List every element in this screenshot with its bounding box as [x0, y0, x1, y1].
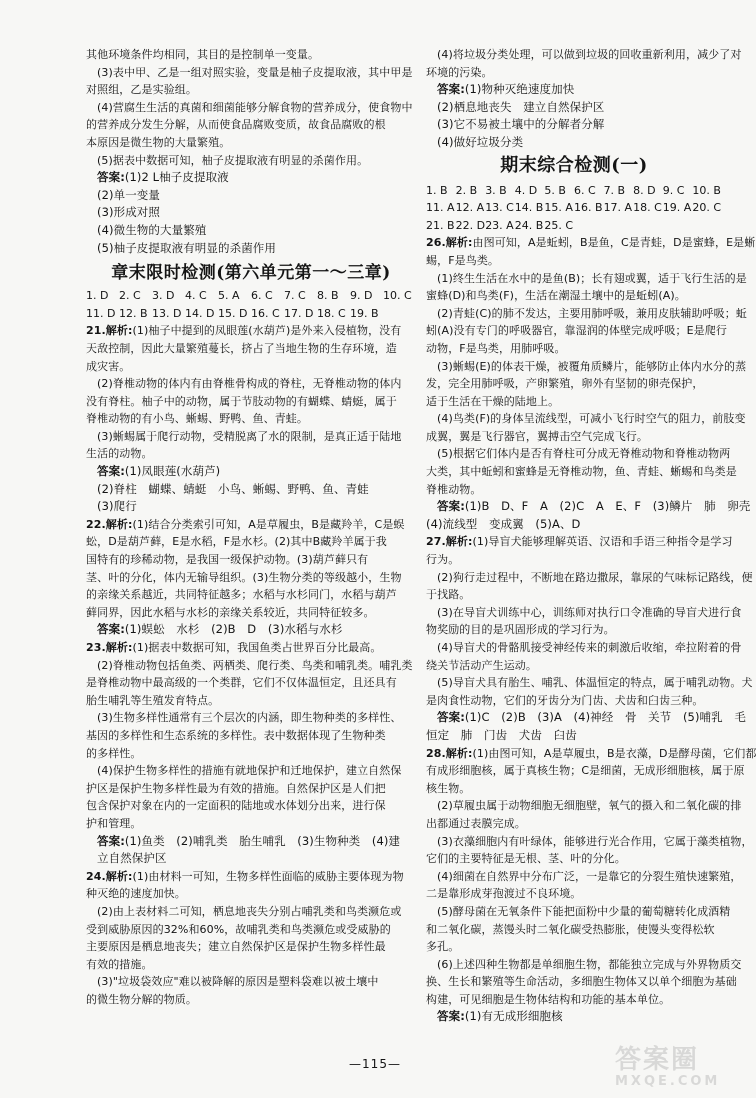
text-line: 蜜蜂(D)和鸟类(F)，生活在潮湿土壤中的是蚯蚓(A)。	[426, 289, 686, 303]
answer-line: 立自然保护区	[97, 851, 167, 866]
text-line: (4)导盲犬的骨骼肌接受神经传来的刺激后收缩，牵拉附着的骨	[437, 641, 742, 654]
question-number: 24.	[86, 869, 106, 883]
text-line: 种灭绝的速度加快。	[86, 887, 186, 901]
analysis-label: 解析:	[105, 324, 133, 338]
mc-answer: 4. D	[514, 183, 538, 197]
q20-answer	[86, 169, 416, 257]
text-line: 藓同界，因此水稻与水杉的亲缘关系较近，共同特征较多。	[86, 605, 375, 619]
analysis-label: 解析:	[445, 746, 473, 760]
mc-answer: 15. D	[218, 306, 248, 320]
text-line: 成灾害。	[86, 359, 131, 373]
mc-answer: 18. C	[633, 201, 662, 215]
text-line: (3)表中甲、乙是一组对照实验，变量是柚子皮提取液，其中甲是	[97, 65, 413, 79]
text-line: 它们的主要特征是无根、茎、叶的分化。	[426, 852, 626, 866]
text-line: 适于生活在干燥的陆地上。	[426, 394, 560, 408]
text-line: 护区是保护生物多样性最为有效的措施。自然保护区是人们把	[86, 781, 386, 795]
text-line: 出都通过表膜完成。	[426, 816, 526, 830]
question-number: 26.	[426, 236, 446, 250]
answer-label: 答案:	[97, 170, 125, 185]
mc-answer: 11. D	[86, 306, 116, 320]
text-line: 的多样性。	[86, 746, 142, 760]
mc-answer: 7. C	[284, 289, 306, 303]
answer-line: (4)微生物的大量繁殖	[97, 222, 207, 237]
mc-answer: 4. C	[185, 289, 207, 303]
mc-answer: 7. B	[603, 183, 626, 197]
text-line: 脊椎动物的有小鸟、蜥蜴、野鸭、鱼、青蛙。	[86, 412, 308, 426]
text-line: 核生物。	[426, 781, 471, 795]
mc-answer: 2. B	[455, 183, 478, 197]
text-line: 没有脊柱。柚子中的动物，属于节肢动物的有蝴蝶、蜻蜓，属于	[86, 394, 397, 408]
mc-answer: 24. B	[514, 218, 544, 232]
q24-block	[86, 868, 416, 1009]
text-line: 国特有的珍稀动物，是我国一级保护动物。(3)葫芦藓只有	[86, 553, 369, 567]
analysis-label: 解析:	[105, 869, 133, 883]
text-line: 天敌控制，因此大量繁殖蔓长，挤占了当地生物的生存环境，造	[86, 341, 397, 355]
mc-answer: 10. B	[692, 183, 721, 197]
mc-answer: 1. B	[426, 183, 448, 197]
q23-block	[86, 639, 416, 868]
mc-answer: 8. D	[633, 183, 656, 197]
mc-row	[426, 217, 722, 235]
question-number: 28.	[426, 746, 446, 760]
mc-answer: 9. D	[350, 289, 373, 303]
watermark-url: MXQE.COM	[615, 1074, 721, 1089]
text-line: 茎、叶的分化，体内无输导组织。(3)生物分类的等级越小，生物	[86, 570, 402, 584]
mc-answer	[633, 217, 663, 235]
text-line: 生活的动物。	[86, 447, 153, 461]
answer-line: 恒定 肺 门齿 犬齿 臼齿	[426, 727, 577, 742]
text-line: (4)细菌在自然界中分布广泛，一是靠它的分裂生殖快速繁殖，	[437, 869, 742, 883]
mc-answer: 12. A	[455, 201, 485, 215]
answer-line: (5)柚子皮提取液有明显的杀菌作用	[97, 240, 276, 255]
text-line: 护和管理。	[86, 816, 142, 830]
text-line: 绕关节活动产生运动。	[426, 658, 537, 672]
analysis-label: 解析:	[445, 535, 473, 549]
text-line: (1)导盲犬能够理解英语、汉语和手语三种指令是学习	[472, 535, 733, 549]
mc-answer: 16. C	[251, 306, 280, 320]
mc-answer	[663, 217, 693, 235]
text-line: 的亲缘关系越近，共同特征越多；水稻与水杉同门，水稻与葫芦	[86, 588, 397, 602]
mc-answer: 21. B	[426, 218, 455, 232]
text-line: 发，完全用肺呼吸，产卵繁殖，卵外有坚韧的卵壳保护，	[426, 377, 704, 391]
text-line: 受到威胁原因的32%和60%，故哺乳类和鸟类濒危或受威胁的	[86, 922, 391, 936]
mc-answer: 20. C	[692, 201, 722, 215]
mc-answer: 10. C	[383, 289, 412, 303]
answer-line: (3)形成对照	[97, 205, 160, 220]
text-line: (5)导盲犬具有胎生、哺乳、体温恒定的特点，属于哺乳动物。犬	[437, 676, 753, 690]
mc-answer	[383, 305, 416, 323]
answer-line: (4)做好垃圾分类	[437, 134, 524, 149]
text-line: (6)上述四种生物都是单细胞生物，都能独立完成与外界物质交	[437, 957, 742, 971]
answer-line: (3)爬行	[97, 499, 137, 514]
text-line: 成翼，翼是飞行器官，翼搏击空气完成飞行。	[426, 429, 648, 443]
answer-line: (2)脊柱 蝴蝶、蜻蜓 小鸟、蜥蜴、野鸭、鱼、青蛙	[97, 481, 369, 496]
mc-answer: 5. B	[544, 183, 566, 197]
mc-answer: 12. B	[119, 306, 148, 320]
mc-answer: 9. C	[662, 183, 685, 197]
text-line: (2)青蛙(C)的肺不发达，主要用肺呼吸，兼用皮肤辅助呼吸；蚯	[437, 306, 747, 320]
text-line: (5)酵母菌在无氧条件下能把面粉中少量的葡萄糖转化成酒精	[437, 904, 731, 918]
text-line: (5)据表中数据可知，柚子皮提取液有明显的杀菌作用。	[97, 153, 369, 167]
answer-label: 答案:	[97, 833, 125, 848]
text-line: 蚓(A)没有专门的呼吸器官，靠湿润的体壁完成呼吸；E是爬行	[426, 324, 727, 338]
q22-block	[86, 516, 416, 639]
text-line: 大类，其中蚯蚓和蜜蜂是无脊椎动物，鱼、青蛙、蜥蜴和鸟类是	[426, 465, 737, 479]
watermark-text: 答案圈	[615, 1045, 700, 1075]
mc-answer: 14. B	[514, 201, 544, 215]
answer-label: 答案:	[437, 499, 465, 514]
question-number: 27.	[426, 535, 446, 549]
answer-label: 答案:	[437, 710, 465, 725]
text-line: 物奖励的目的是巩固形成的学习行为。	[426, 623, 615, 637]
text-line: 对照组，乙是实验组。	[86, 83, 197, 97]
answer-line: (1)2 L柚子皮提取液	[124, 170, 229, 185]
q27-block	[426, 533, 753, 744]
answer-label: 答案:	[97, 464, 125, 479]
text-line: 二是靠形成芽孢渡过不良环境。	[426, 887, 582, 901]
section-title-final-exam: 期末综合检测(一)	[500, 154, 648, 176]
answer-line: (1)B D、F A (2)C A E、F (3)鳞片 肺 卵壳	[464, 499, 751, 514]
text-line: (1)由材料一可知，生物多样性面临的威胁主要体现为物	[132, 869, 404, 883]
text-line: (3)蜥蜴(E)的体表干燥，被覆角质鳞片，能够防止体内水分的蒸	[437, 359, 747, 373]
question-number: 22.	[86, 517, 106, 531]
mc-answer: 3. B	[485, 183, 507, 197]
text-line: 本原因是微生物的大量繁殖。	[86, 135, 231, 149]
answer-label: 答案:	[437, 82, 465, 97]
text-line: 换、生长和繁殖等生命活动，多细胞生物体又以单个细胞为基础	[426, 975, 737, 989]
q24-continued	[426, 46, 742, 152]
mc-answer: 13. D	[152, 306, 182, 320]
mc-answer: 14. D	[185, 306, 215, 320]
text-line: (3)蜥蜴属于爬行动物，受精脱离了水的限制，是真正适于陆地	[97, 429, 402, 443]
text-line: (1)柚子中提到的凤眼莲(水葫芦)是外来入侵植物，没有	[132, 324, 402, 338]
text-line: 主要原因是栖息地丧失；建立自然保护区是保护生物多样性最	[86, 940, 386, 954]
q21-block	[86, 322, 416, 516]
text-line: (2)草履虫属于动物细胞无细胞壁，氧气的摄入和二氧化碳的排	[437, 799, 742, 813]
answer-line: (2)栖息地丧失 建立自然保护区	[437, 99, 605, 114]
right-column	[426, 46, 756, 1026]
q26-block	[426, 234, 756, 533]
text-line: (4)保护生物多样性的措施有就地保护和迁地保护，建立自然保	[97, 764, 402, 778]
text-line: (1)终生生活在水中的是鱼(B)；长有翅或翼，适于飞行生活的是	[437, 271, 747, 285]
mc-answer: 11. A	[426, 201, 455, 215]
mc-answer	[604, 217, 634, 235]
mc-answer: 22. D	[455, 218, 486, 232]
mc-answer: 8. B	[317, 289, 339, 303]
mc-answer: 13. C	[485, 201, 514, 215]
text-line: 胎生哺乳等生殖发育特点。	[86, 693, 220, 707]
text-line: 包含保护对象在内的一定面积的陆地或水体划分出来，进行保	[86, 799, 386, 813]
text-line: (4)营腐生生活的真菌和细菌能够分解食物的营养成分，使食物中	[97, 100, 413, 114]
mc-answer: 17. A	[603, 201, 633, 215]
answer-line: (1)鱼类 (2)哺乳类 胎生哺乳 (3)生物种类 (4)建	[124, 833, 401, 848]
text-line: (4)鸟类(F)的身体呈流线型，可减小飞行时空气的阻力，前肢变	[437, 412, 746, 426]
mc-answer: 17. D	[284, 306, 314, 320]
q28-block	[426, 745, 756, 1027]
mc-answer: 1. D	[86, 289, 109, 303]
text-line: 脊椎动物。	[426, 482, 482, 496]
mc-answer: 25. C	[544, 218, 574, 232]
text-line: 蜴，F是鸟类。	[426, 253, 500, 267]
text-line: (2)狗行走过程中，不断地在路边撒尿，靠尿的气味标记路线，便	[437, 570, 753, 584]
answer-line: (1)蜈蚣 水杉 (2)B D (3)水稻与水杉	[124, 622, 343, 637]
mc-row	[86, 305, 416, 323]
mc-answer: 18. C	[317, 306, 346, 320]
answer-line: (4)流线型 变成翼 (5)A、D	[426, 516, 581, 531]
text-line: 基因的多样性和生态系统的多样性。表中数据体现了生物种类	[86, 728, 386, 742]
text-line: 多孔。	[426, 940, 460, 954]
analysis-label: 解析:	[445, 236, 473, 250]
text-line: 的微生物分解的物质。	[86, 992, 197, 1006]
text-line: 构建，可见细胞是生物体结构和功能的基本单位。	[426, 992, 671, 1006]
analysis-label: 解析:	[105, 641, 133, 654]
left-column	[86, 46, 416, 1008]
mc-answer: 5. A	[218, 289, 240, 303]
text-line: 于找路。	[426, 588, 471, 602]
mc-answer: 19. B	[350, 306, 379, 320]
text-line: (4)将垃圾分类处理，可以做到垃圾的回收重新利用，减少了对	[437, 48, 742, 61]
analysis-label: 解析:	[105, 517, 133, 531]
question-number: 23.	[86, 641, 106, 654]
q20-explanation	[86, 46, 416, 169]
mc-answer: 6. C	[251, 289, 273, 303]
text-line: (1)结合分类索引可知，A是草履虫，B是藏羚羊，C是蜈	[132, 517, 405, 531]
mc-row	[426, 182, 722, 200]
answer-line: (1)C (2)B (3)A (4)神经 骨 关节 (5)哺乳 毛	[464, 710, 746, 725]
mc-answer: 15. A	[544, 201, 573, 215]
text-line: 是脊椎动物中最高级的一个类群，它们不仅体温恒定，且还具有	[86, 676, 397, 690]
text-line: (3)衣藻细胞内有叶绿体，能够进行光合作用，它属于藻类植物，	[437, 834, 753, 848]
answer-line: (1)有无成形细胞核	[464, 1009, 563, 1024]
mc-answer	[574, 217, 604, 235]
text-line: (3)生物多样性通常有三个层次的内涵，即生物种类的多样性、	[97, 711, 402, 725]
text-line: 其他环境条件均相同，其目的是控制单一变量。	[86, 48, 320, 61]
mc-row	[426, 199, 722, 217]
text-line: 是肉食性动物，它们的牙齿分为门齿、犬齿和臼齿三种。	[426, 693, 704, 707]
mc-answer: 19. A	[662, 201, 692, 215]
question-number: 21.	[86, 324, 106, 338]
text-line: (3)"垃圾袋效应"难以被降解的原因是塑料袋难以被土壤中	[97, 975, 379, 989]
answer-line: (1)物种灭绝速度加快	[464, 82, 575, 97]
text-line: 有效的措施。	[86, 957, 153, 971]
answer-line: (1)凤眼莲(水葫芦)	[124, 464, 221, 479]
mc-answer	[692, 217, 722, 235]
text-line: 由图可知，A是蚯蚓，B是鱼，C是青蛙，D是蜜蜂，E是蜥	[472, 236, 756, 250]
answer-label: 答案:	[97, 622, 125, 637]
page-number: —115—	[349, 1057, 401, 1071]
text-line: 行为。	[426, 553, 460, 567]
answer-label: 答案:	[437, 1009, 465, 1024]
mc-answer: 16. B	[573, 201, 603, 215]
text-line: (2)脊椎动物包括鱼类、两栖类、爬行类、鸟类和哺乳类。哺乳类	[97, 658, 413, 672]
mc-row	[86, 287, 416, 305]
text-line: 蚣，D是葫芦藓，E是水稻，F是水杉。(2)其中B藏羚羊属于我	[86, 535, 387, 549]
text-line: (1)据表中数据可知，我国鱼类占世界百分比最高。	[132, 641, 382, 654]
section-title-chapter-test: 章末限时检测(第六单元第一～三章)	[111, 263, 391, 284]
answer-line: (2)单一变量	[97, 187, 160, 202]
text-line: (3)在导盲犬训练中心，训练师对执行口令准确的导盲犬进行食	[437, 605, 742, 619]
mc-answer-grid	[426, 182, 722, 235]
mc-answer: 23. A	[485, 218, 514, 232]
mc-answer: 2. C	[119, 289, 141, 303]
text-line: (2)由上表材料二可知，栖息地丧失分别占哺乳类和鸟类濒危或	[97, 904, 402, 918]
text-line: 环境的污染。	[426, 65, 493, 79]
text-line: 和二氧化碳，蒸馒头时二氧化碳受热膨胀，使馒头变得松软	[426, 922, 715, 936]
text-line: (2)脊椎动物的体内有由脊椎骨构成的脊柱，无脊椎动物的体内	[97, 377, 402, 391]
text-line: (1)由图可知，A是草履虫，B是衣藻，D是酵母菌，它们都	[472, 746, 756, 760]
text-line: 有成形细胞核，属于真核生物；C是细菌，无成形细胞核，属于原	[426, 764, 745, 778]
text-line: 动物，F是鸟类，用肺呼吸。	[426, 341, 566, 355]
answer-line: (3)它不易被土壤中的分解者分解	[437, 117, 605, 132]
text-line: 的营养成分发生分解，从而使食品腐败变质，故食品腐败的根	[86, 118, 386, 132]
text-line: (5)根据它们体内是否有脊柱可分成无脊椎动物和脊椎动物两	[437, 447, 731, 461]
mc-answer: 3. D	[152, 289, 175, 303]
mc-answer-grid	[86, 287, 416, 322]
mc-answer: 6. C	[573, 183, 596, 197]
